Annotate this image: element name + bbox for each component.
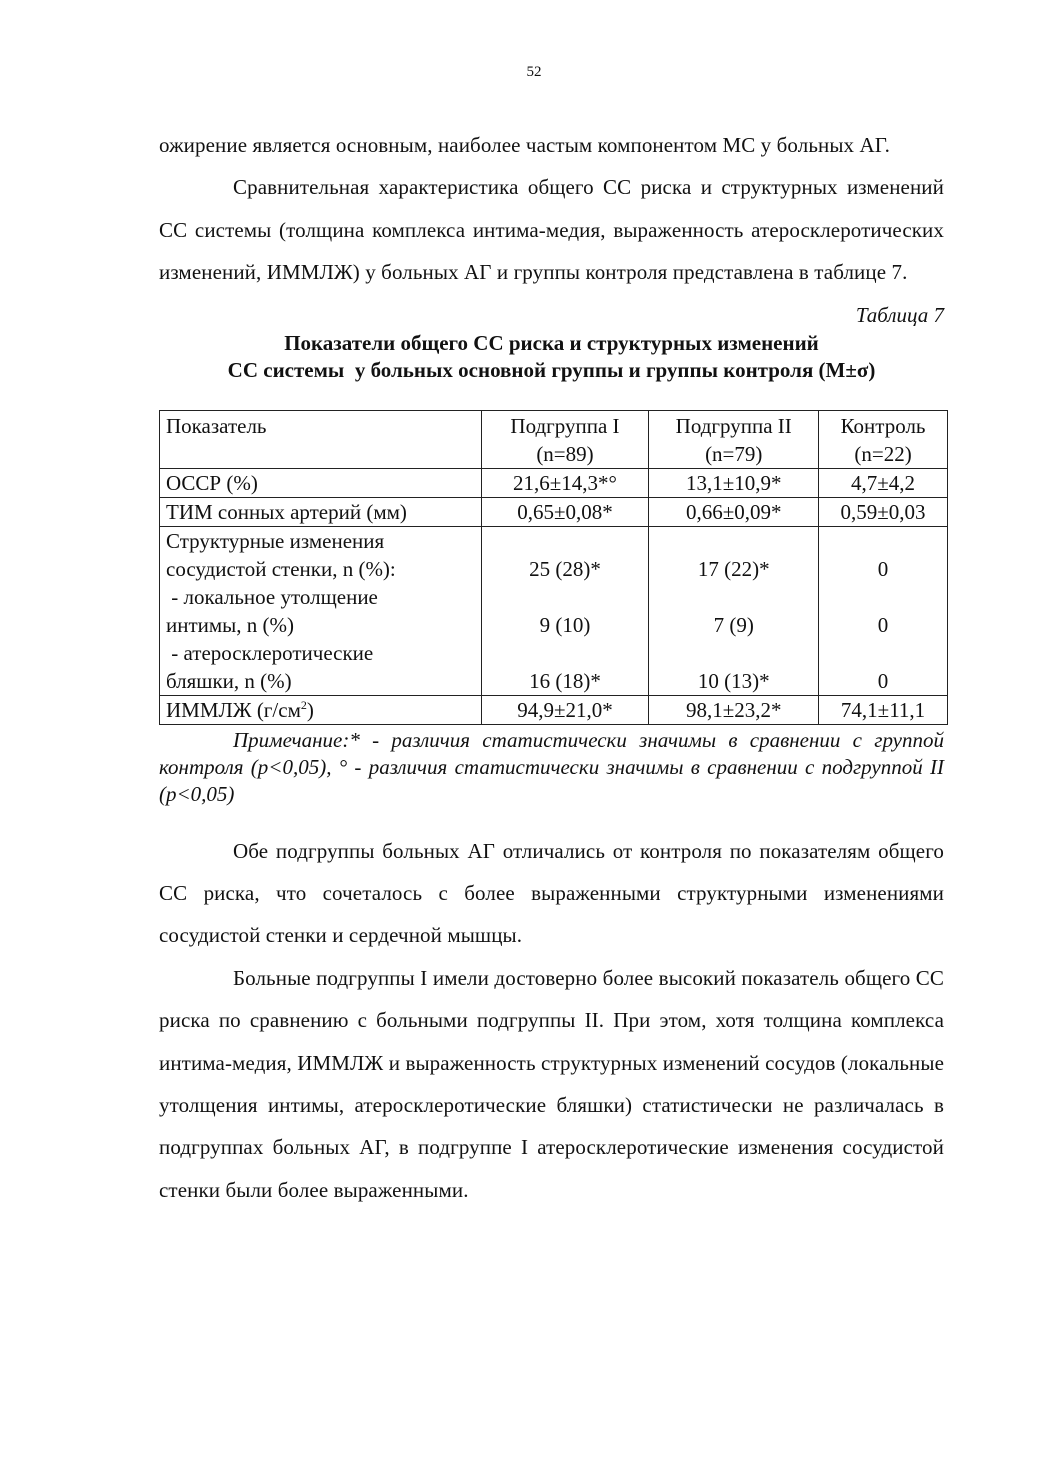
cell-value: 98,1±23,2* bbox=[649, 695, 819, 724]
cell-value: 4,7±4,2 bbox=[819, 468, 948, 497]
cell-value: 0,59±0,03 bbox=[819, 497, 948, 526]
cell-value: 0,66±0,09* bbox=[649, 497, 819, 526]
header-subgroup-1-n: (n=89) bbox=[536, 441, 594, 466]
results-table bbox=[159, 410, 948, 725]
cell-value: 16 (18)* bbox=[529, 668, 601, 693]
header-subgroup-1 bbox=[481, 410, 649, 468]
table-row bbox=[160, 695, 948, 724]
row-label-structural bbox=[160, 526, 482, 695]
table-header-row bbox=[160, 410, 948, 468]
cell-value: 0 bbox=[877, 668, 889, 693]
row-label-local-line-1: - локальное утолщение bbox=[166, 584, 378, 609]
row-label-immlzh-close: ) bbox=[306, 697, 314, 722]
cell-value: 9 (10) bbox=[539, 612, 591, 637]
header-subgroup-2 bbox=[649, 410, 819, 468]
page-number: 52 bbox=[526, 64, 542, 80]
cell-values-control bbox=[819, 526, 948, 695]
table-row bbox=[160, 497, 948, 526]
header-subgroup-1-name: Подгруппа I bbox=[510, 413, 620, 438]
row-label-plaques-line-1: - атеросклеротические bbox=[166, 640, 374, 665]
table-label: Таблица 7 bbox=[855, 302, 944, 327]
cell-value: 0,65±0,08* bbox=[481, 497, 649, 526]
header-indicator-label: Показатель bbox=[166, 413, 267, 438]
paragraph-subgroups-vs-control: Обе подгруппы больных АГ отличались от контроля по показателям общего СС риска, что сочеталось с более выраженными структурными изменениями сосудистой стенки и сердечной мышцы. bbox=[159, 838, 944, 948]
paragraph-subgroup-comparison: Больные подгруппы I имели достоверно более высокий показатель общего СС риска по сравнению с больными подгруппы II. При этом, хотя толщина комплекса интима-медия, ИММЛЖ и выраженность структурных изменений сосудов (локальные утолщения интимы, атеросклеротические бляшки) статистически не различалась в подгруппах больных АГ, в подгруппе I атеросклеротические изменения сосудистой стенки были более выраженными. bbox=[159, 965, 944, 1202]
cell-value: 13,1±10,9* bbox=[649, 468, 819, 497]
cell-values-subgroup-1 bbox=[481, 526, 649, 695]
row-label-structural-line-2: сосудистой стенки, n (%): bbox=[166, 556, 396, 581]
cell-value: 21,6±14,3*° bbox=[481, 468, 649, 497]
table-row bbox=[160, 468, 948, 497]
table-note-text: Примечание:* - различия статистически значимы в сравнении с группой контроля (p<0,05), ° - различия статистически значимы в сравнении с подгруппой II (p<0,05) bbox=[159, 727, 944, 806]
cell-value: 17 (22)* bbox=[697, 556, 770, 581]
header-control bbox=[819, 410, 948, 468]
row-label-immlzh-text: ИММЛЖ (г/см bbox=[166, 697, 301, 722]
table-title-line-2: СС системы у больных основной группы и группы контроля (М±σ) bbox=[227, 357, 876, 382]
row-label-immlzh-superscript: 2 bbox=[300, 697, 307, 712]
paragraph-table-reference: Сравнительная характеристика общего СС риска и структурных изменений СС системы (толщина комплекса интима-медия, выраженность атеросклеротических изменений, ИММЛЖ) у больных АГ и группы контроля представлена в таблице 7. bbox=[159, 175, 944, 285]
cell-values-subgroup-2 bbox=[649, 526, 819, 695]
cell-value: 0 bbox=[877, 556, 889, 581]
cell-value: 25 (28)* bbox=[529, 556, 601, 581]
cell-value: 0 bbox=[877, 612, 889, 637]
header-subgroup-2-name: Подгруппа II bbox=[675, 413, 792, 438]
row-label-local-line-2: интимы, n (%) bbox=[166, 612, 295, 637]
header-control-n: (n=22) bbox=[854, 441, 912, 466]
row-label-structural-line-1: Структурные изменения bbox=[166, 528, 385, 553]
header-indicator bbox=[160, 410, 482, 468]
table-row-structural bbox=[160, 526, 948, 695]
header-subgroup-2-n: (n=79) bbox=[705, 441, 763, 466]
cell-value: 74,1±11,1 bbox=[819, 695, 948, 724]
header-control-name: Контроль bbox=[840, 413, 926, 438]
table-note bbox=[159, 727, 944, 808]
page-content bbox=[159, 124, 944, 1211]
table-title bbox=[159, 330, 944, 384]
row-label-ossr: ОССР (%) bbox=[160, 468, 482, 497]
table-title-line-1: Показатели общего СС риска и структурных изменений bbox=[284, 330, 819, 355]
cell-value: 10 (13)* bbox=[697, 668, 770, 693]
cell-value: 94,9±21,0* bbox=[481, 695, 649, 724]
paragraph-intro-continuation: ожирение является основным, наиболее частым компонентом МС у больных АГ. bbox=[159, 133, 890, 157]
row-label-plaques-line-2: бляшки, n (%) bbox=[166, 668, 292, 693]
row-label-tim: ТИМ сонных артерий (мм) bbox=[160, 497, 482, 526]
cell-value: 7 (9) bbox=[713, 612, 754, 637]
row-label-immlzh bbox=[160, 695, 482, 724]
